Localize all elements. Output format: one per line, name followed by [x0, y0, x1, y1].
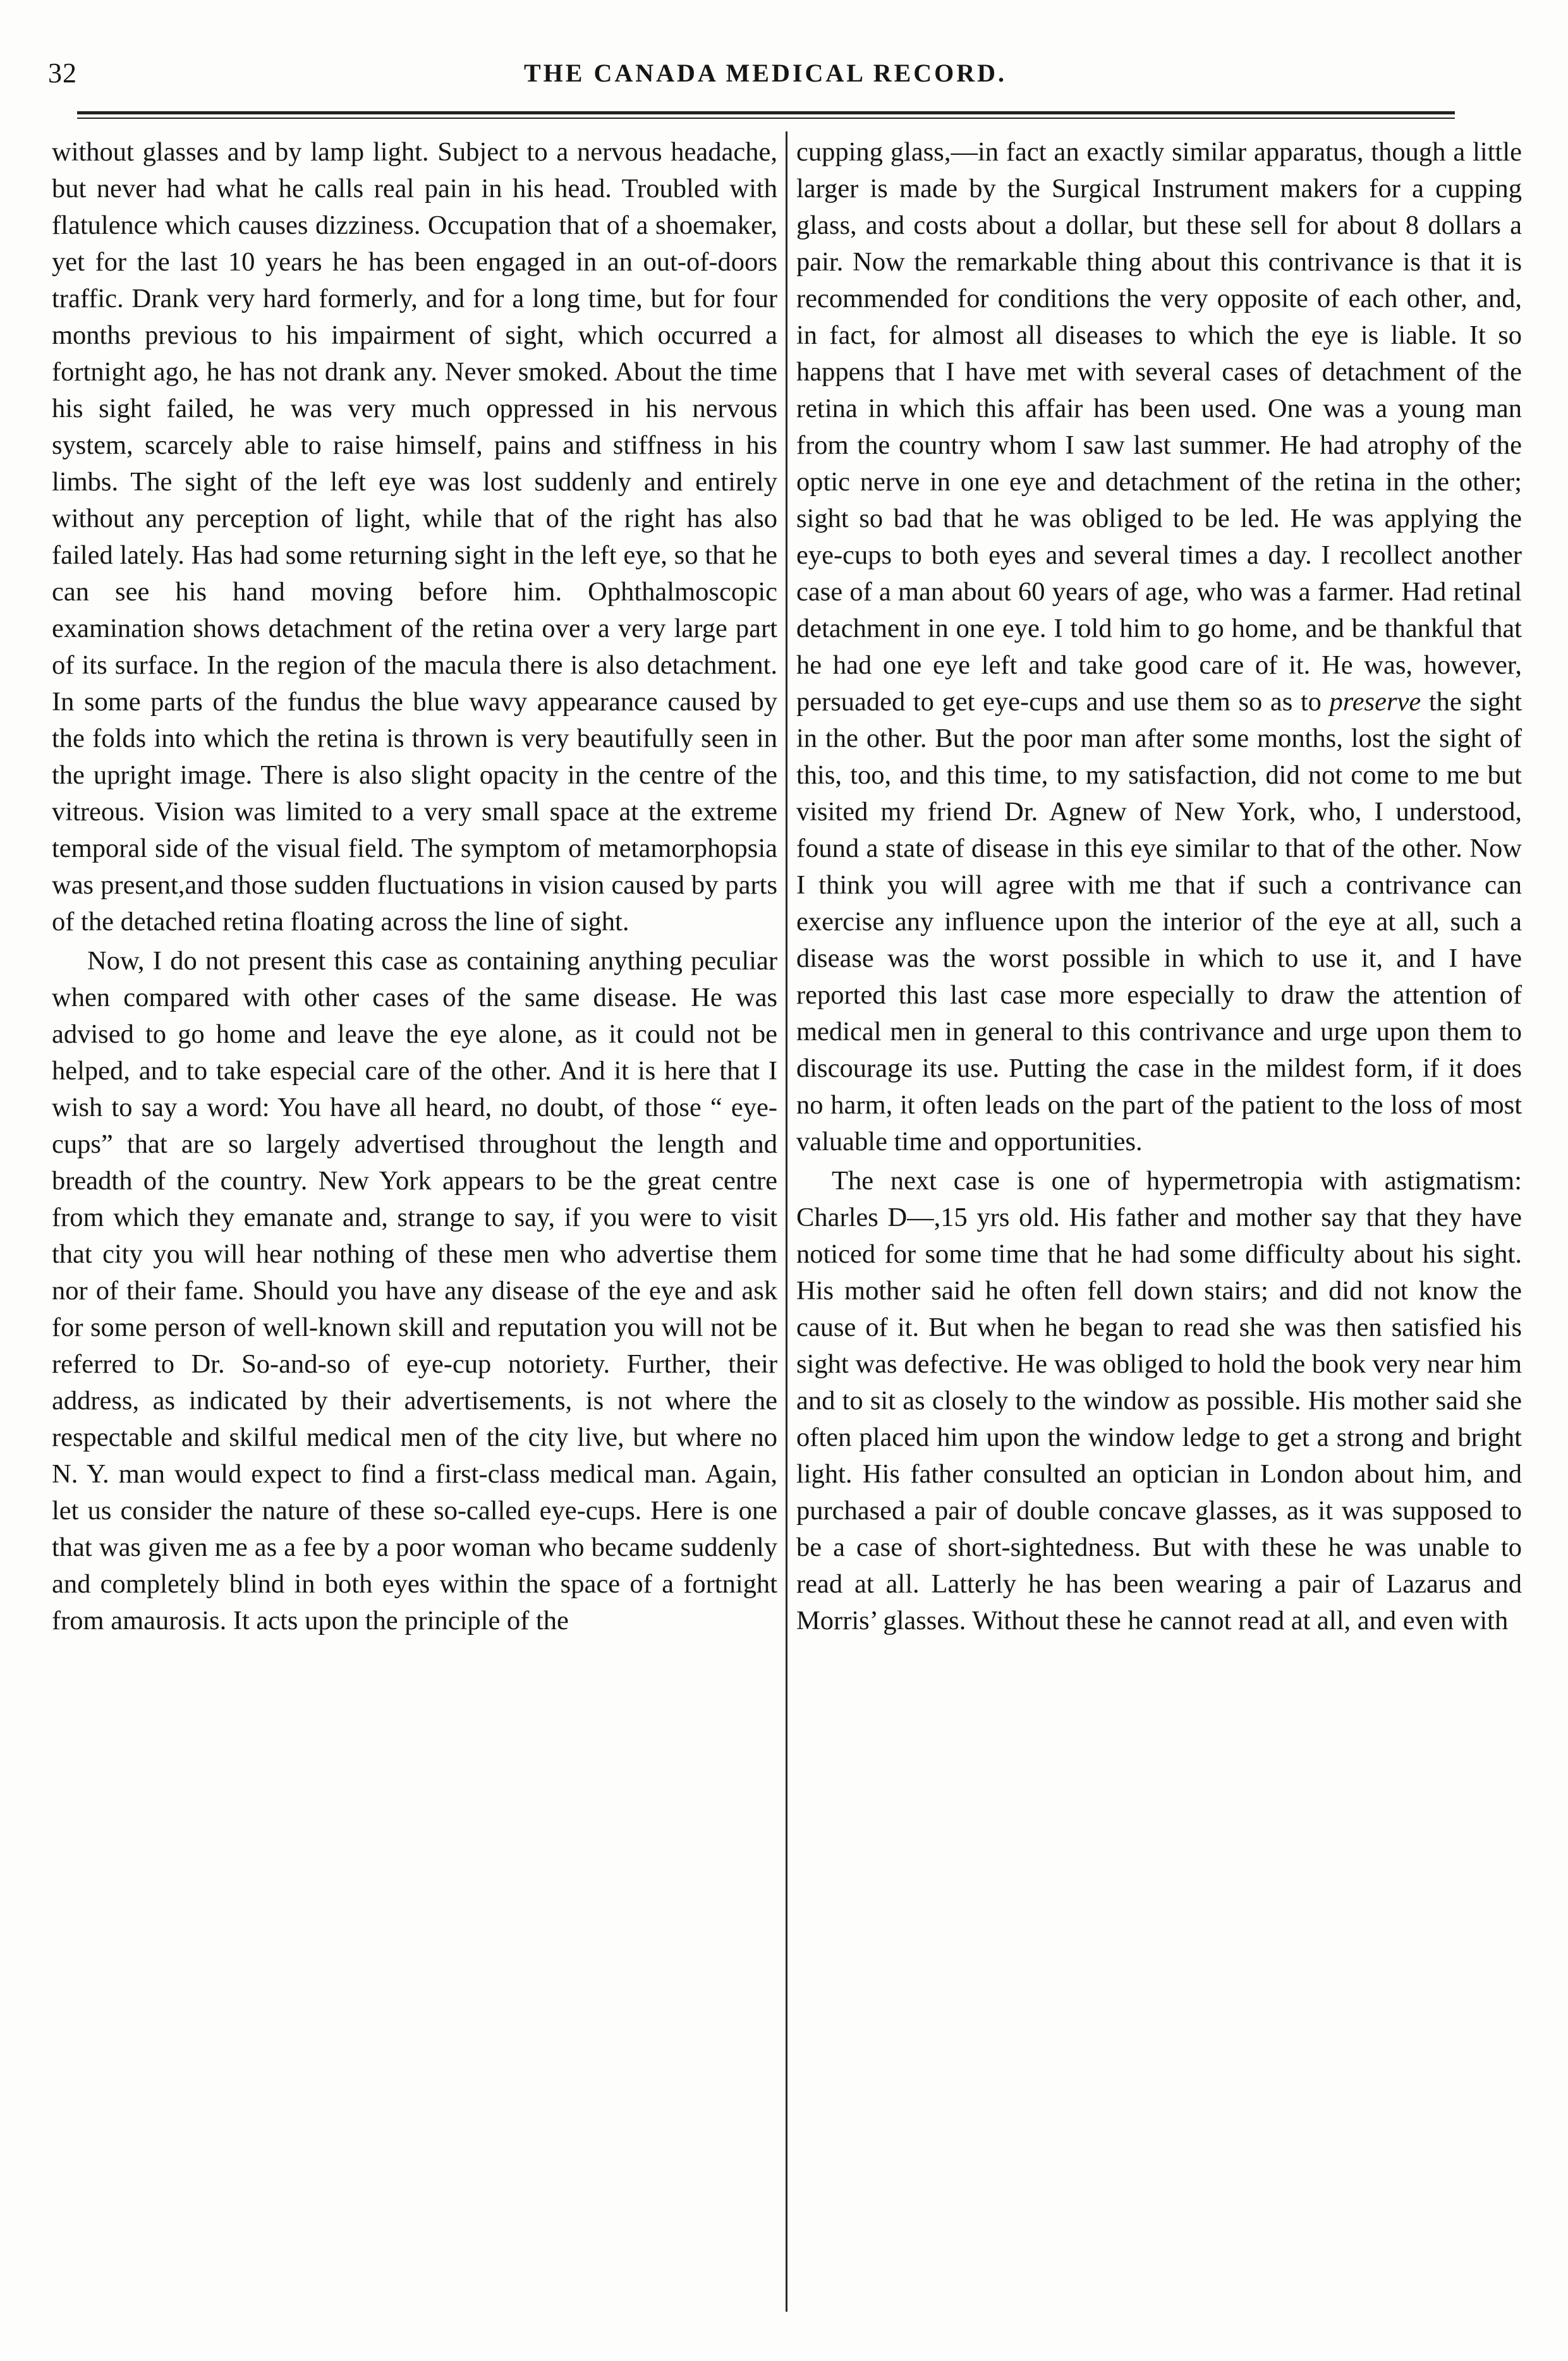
journal-title: THE CANADA MEDICAL RECORD. [523, 59, 1007, 87]
left-paragraph-2: Now, I do not present this case as containing anything peculiar when compared with other cases of the same disease. He was advised to go home and leave the eye alone, as it could not be helped, and to take especial care of the other. And it is here that I wish to say a word: You have all heard, no doubt, of those “ eye-cups” that are so largely advertised throughout the length and breadth of the country. New York appears to be the great centre from which they emanate and, strange to say, if you were to visit that city you will hear nothing of these men who advertise them nor of their fame. Should you have any disease of the eye and ask for some person of well-known skill and reputation you will not be referred to Dr. So-and-so of eye-cup notoriety. Further, their address, as indicated by their advertisements, is not where the respectable and skilful medical men of the city live, but where no N. Y. man would expect to find a first-class medical man. Again, let us consider the nature of these so-called eye-cups. Here is one that was given me as a fee by a poor woman who became suddenly and completely blind in both eyes within the space of a fortnight from amaurosis. It acts upon the principle of the [52, 946, 777, 1636]
right-paragraph-1-part-a: cupping glass,—in fact an exactly similar apparatus, though a little larger is made by the Surgical Instrument makers for a cupping glass, and costs about a dollar, but these sell for about 8 dollars a pair. Now the remarkable thing about this contrivance is that it is recommended for conditions the very opposite of each other, and, in fact, for almost all diseases to which the eye is liable. It so happens that I have met with several cases of detachment of the retina in which this affair has been used. One was a young man from the country whom I saw last summer. He had atrophy of the optic nerve in one eye and detachment of the retina in the other; sight so bad that he was obliged to be led. He was applying the eye-cups to both eyes and several times a day. I recollect another case of a man about 60 years of age, who was a farmer. Had retinal detachment in one eye. I told him to go home, and be thankful that he had one eye left and take good care of it. He was, however, persuaded to get eye-cups and use them so as to [796, 137, 1522, 717]
right-paragraph-1 [796, 134, 1522, 1160]
header-rule-thin [77, 118, 1455, 119]
right-paragraph-2: The next case is one of hypermetropia with astigmatism: Charles D—,15 yrs old. His father and mother say that they have noticed for some time that he had some difficulty about his sight. His mother said he often fell down stairs; and did not know the cause of it. But when he began to read she was then satisfied his sight was defective. He was obliged to hold the book very near him and to sit as closely to the window as possible. His mother said she often placed him upon the window ledge to get a strong and bright light. His father consulted an optician in London about him, and purchased a pair of double concave glasses, as it was supposed to be a case of short-sightedness. But with these he was unable to read at all. Latterly he has been wearing a pair of Lazarus and Morris’ glasses. Without these he cannot read at all, and even with [796, 1166, 1522, 1636]
right-paragraph-1-part-b: the sight in the other. But the poor man after some months, lost the sight of this, too, and this time, to my satisfaction, did not come to me but visited my friend Dr. Agnew of New York, who, I understood, found a state of disease in this eye similar to that of the other. Now I think you will agree with me that if such a contrivance can exercise any influence upon the interior of the eye at all, such a disease was the worst possible in which to use it, and I have reported this last case more especially to draw the attention of medical men in general to this contrivance and urge upon them to discourage its use. Putting the case in the mildest form, if it does no harm, it often leads on the part of the patient to the loss of most valuable time and opportunities. [796, 687, 1522, 1156]
right-paragraph-1-emphasis: preserve [1329, 687, 1421, 717]
left-paragraph-1: without glasses and by lamp light. Subject to a nervous headache, but never had what he calls real pain in his head. Troubled with flatulence which causes dizziness. Occupation that of a shoemaker, yet for the last 10 years he has been engaged in an out-of-doors traffic. Drank very hard formerly, and for a long time, but for four months previous to his impairment of sight, which occurred a fortnight ago, he has not drank any. Never smoked. About the time his sight failed, he was very much oppressed in his nervous system, scarcely able to raise himself, pains and stiffness in his limbs. The sight of the left eye was lost suddenly and entirely without any perception of light, while that of the right has also failed lately. Has had some returning sight in the left eye, so that he can see his hand moving before him. Ophthalmoscopic examination shows detachment of the retina over a very large part of its surface. In the region of the macula there is also detachment. In some parts of the fundus the blue wavy appearance caused by the folds into which the retina is thrown is very beautifully seen in the upright image. There is also slight opacity in the centre of the vitreous. Vision was limited to a very small space at the extreme temporal side of the visual field. The symptom of metamorphopsia was present,and those sudden fluctuations in vision caused by parts of the detached retina floating across the line of sight. [52, 137, 777, 937]
running-head [48, 54, 1483, 92]
column-divider [786, 131, 787, 2312]
header-rule-thick [77, 111, 1455, 114]
page-number: 32 [48, 58, 77, 88]
left-column [52, 134, 777, 2308]
right-column [796, 134, 1522, 2308]
